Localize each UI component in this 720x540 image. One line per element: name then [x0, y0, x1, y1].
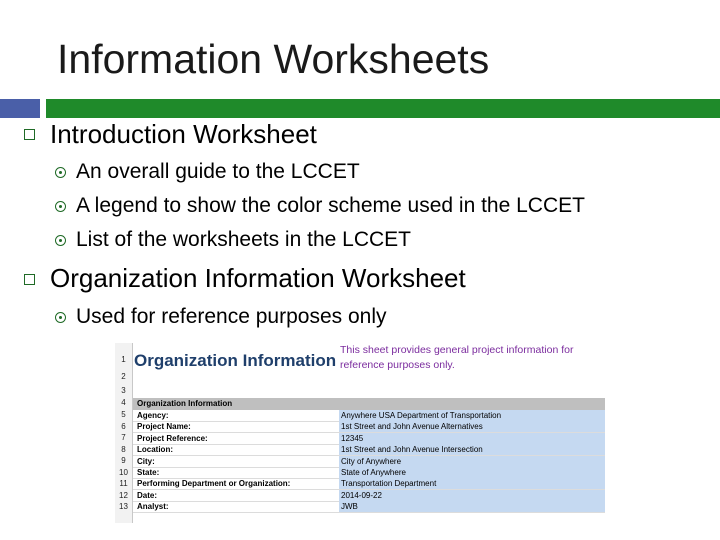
field-value: Transportation Department: [341, 479, 437, 489]
title-accent-bar-blue: [0, 99, 40, 118]
row-number: 1: [121, 355, 126, 364]
field-label: State:: [137, 468, 160, 477]
row-number: 4: [121, 398, 126, 407]
field-value-cell: [339, 478, 605, 489]
field-label: Date:: [137, 490, 158, 500]
sheet-note: This sheet provides general project information for reference purposes only.: [340, 343, 605, 374]
sub-bullet-legend: A legend to show the color scheme used in the LCCET: [76, 194, 585, 217]
row-number: 10: [119, 467, 128, 477]
row-number: 7: [121, 433, 126, 442]
row-number: 8: [121, 444, 126, 454]
title-accent-bar-green: [46, 99, 720, 118]
row-number: 13: [119, 502, 128, 511]
field-value-cell: [339, 456, 605, 467]
field-value: 1st Street and John Avenue Alternatives: [341, 422, 483, 432]
field-label: Analyst:: [137, 502, 169, 512]
field-value: 2014-09-22: [341, 490, 382, 500]
row-number: 6: [121, 421, 126, 431]
bullet-organization-information-worksheet: Organization Information Worksheet: [50, 263, 466, 293]
field-value: Anywhere USA Department of Transportation: [341, 411, 502, 420]
circle-bullet-icon: [55, 312, 66, 323]
field-value-cell: [339, 467, 605, 478]
sub-bullet-overall-guide: An overall guide to the LCCET: [76, 160, 360, 183]
organization-information-sheet: [115, 343, 610, 523]
field-label: Agency:: [137, 411, 169, 420]
field-value-cell: [339, 410, 605, 421]
square-bullet-icon: [24, 129, 35, 140]
square-bullet-icon: [24, 274, 35, 285]
row-number: 11: [119, 479, 128, 488]
field-value-cell: [339, 501, 605, 512]
row-number: 2: [121, 372, 126, 381]
field-value: State of Anywhere: [341, 468, 406, 477]
sheet-title: Organization Information: [134, 351, 337, 370]
bullet-introduction-worksheet: Introduction Worksheet: [50, 119, 317, 149]
row-number: 9: [121, 456, 126, 465]
row-number: 3: [121, 386, 126, 395]
field-value: 12345: [341, 433, 364, 443]
circle-bullet-icon: [55, 167, 66, 178]
sub-bullet-reference-only: Used for reference purposes only: [76, 305, 387, 328]
circle-bullet-icon: [55, 235, 66, 246]
field-value-cell: [339, 421, 605, 432]
field-value-cell: [339, 490, 605, 501]
field-label: Performing Department or Organization:: [137, 479, 291, 489]
sub-bullet-worksheet-list: List of the worksheets in the LCCET: [76, 228, 411, 251]
field-label: Project Name:: [137, 422, 191, 432]
slide-title: Information Worksheets: [57, 36, 490, 82]
field-value: JWB: [341, 502, 358, 512]
field-label: Project Reference:: [137, 433, 208, 443]
field-label: City:: [137, 456, 155, 466]
field-value-cell: [339, 433, 605, 444]
row-divider: [133, 512, 605, 513]
section-header-label: Organization Information: [137, 399, 233, 408]
field-label: Location:: [137, 445, 173, 455]
circle-bullet-icon: [55, 201, 66, 212]
section-header-row: [133, 398, 605, 410]
row-number: 5: [121, 410, 126, 419]
row-number: 12: [119, 490, 128, 500]
field-value: 1st Street and John Avenue Intersection: [341, 445, 483, 455]
field-value-cell: [339, 444, 605, 455]
field-value: City of Anywhere: [341, 456, 402, 466]
